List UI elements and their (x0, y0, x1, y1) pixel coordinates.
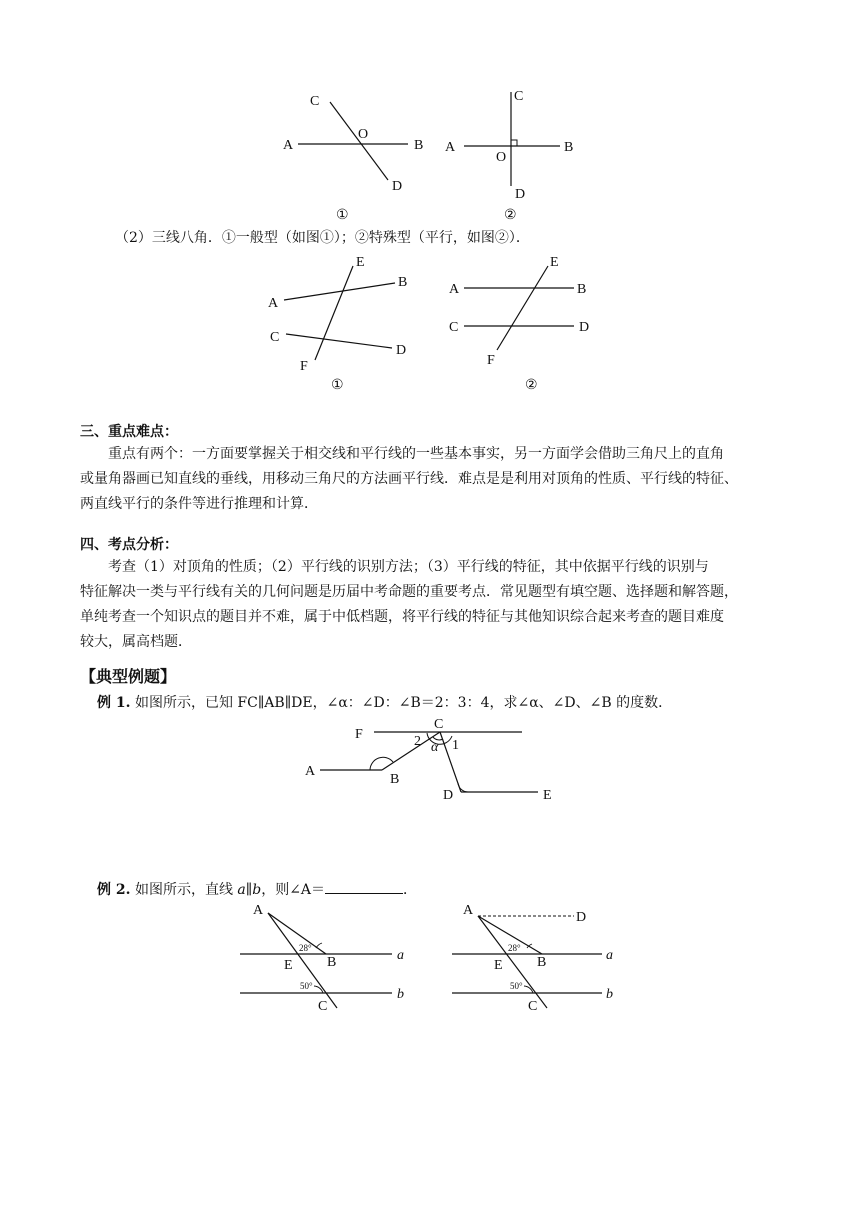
section4-body (80, 555, 800, 655)
example2-text-before: 如图所示，直线 (134, 882, 238, 898)
line-b: b (252, 882, 262, 898)
paragraph-line: 较大，属高档题． (80, 634, 192, 650)
label-E: E (550, 255, 559, 270)
label-alpha: α (431, 740, 439, 755)
label-A: A (268, 296, 279, 311)
figure-caption: ① (331, 378, 344, 393)
example1-statement (97, 692, 817, 712)
label-C: C (514, 89, 524, 104)
example2-statement (97, 879, 817, 899)
figure-parallel-transversal (440, 252, 610, 397)
label-B: B (414, 138, 424, 153)
label-D: D (576, 910, 587, 925)
label-C: C (318, 999, 328, 1014)
label-F: F (355, 727, 363, 742)
figure-caption: ② (504, 208, 517, 223)
label-O: O (496, 150, 507, 165)
figure-caption: ② (525, 378, 538, 393)
label-angle-1: 1 (452, 738, 459, 753)
figure-general-transversal (260, 252, 430, 397)
example1-figure (300, 712, 570, 807)
label-D: D (392, 179, 403, 194)
paragraph-line: 重点有两个：一方面要掌握关于相交线和平行线的一些基本事实，另一方面学会借助三角尺上的直角 (108, 446, 724, 462)
paragraph-line: 单纯考查一个知识点的题目并不难，属于中低档题，将平行线的特征与其他知识综合起来考查的题目难度 (80, 609, 724, 625)
label-A: A (449, 282, 460, 297)
label-F: F (487, 353, 495, 368)
label-E: E (494, 958, 503, 973)
label-D: D (515, 187, 526, 202)
label-angle-50: 50° (300, 981, 313, 991)
label-F: F (300, 359, 308, 374)
label-A: A (445, 140, 456, 155)
label-line-a: a (397, 948, 404, 963)
label-C: C (528, 999, 538, 1014)
label-E: E (356, 255, 365, 270)
label-A: A (463, 903, 474, 918)
label-line-a: a (606, 948, 613, 963)
label-line-b: b (397, 987, 404, 1002)
parallel-symbol: ∥ (245, 882, 253, 898)
paragraph-line: 考查（1）对顶角的性质；（2）平行线的识别方法；（3）平行线的特征，其中依据平行线的识别与 (108, 559, 709, 575)
label-B: B (327, 955, 337, 970)
label-C: C (310, 94, 320, 109)
section3-heading: 三、重点难点： (80, 424, 178, 440)
label-line-b: b (606, 987, 613, 1002)
label-angle-50: 50° (510, 981, 523, 991)
label-A: A (253, 903, 264, 918)
example2-figure-1 (230, 898, 420, 1016)
section4-heading: 四、考点分析： (80, 537, 178, 553)
label-angle-28: 28° (299, 943, 312, 953)
example2-text-after: ，则∠A＝ (261, 882, 326, 898)
paragraph-line: 或量角器画已知直线的垂线，用移动三角尺的方法画平行线．难点是是利用对顶角的性质、平行线的特征、 (80, 471, 738, 487)
example1-label: 例 1. (97, 695, 131, 711)
label-C: C (434, 717, 444, 732)
section3-body (80, 442, 800, 517)
label-A: A (305, 764, 316, 779)
label-B: B (390, 772, 400, 787)
label-D: D (443, 788, 454, 803)
section2-item2: （2）三线八角．①一般型（如图①）；②特殊型（平行，如图②）． (115, 230, 530, 246)
label-D: D (579, 320, 590, 335)
examples-heading: 【典型例题】 (80, 667, 177, 686)
figure-caption: ① (336, 208, 349, 223)
label-D: D (396, 343, 407, 358)
label-A: A (283, 138, 294, 153)
label-B: B (564, 140, 574, 155)
example1-text: 如图所示，已知 FC∥AB∥DE，∠α：∠D：∠B＝2：3：4，求∠α、∠D、∠B 的度数． (134, 695, 673, 711)
figure-intersecting-lines (270, 80, 450, 223)
paragraph-line: 两直线平行的条件等进行推理和计算． (80, 496, 318, 512)
label-C: C (449, 320, 459, 335)
example2-label: 例 2. (97, 882, 131, 898)
paragraph-line: 特征解决一类与平行线有关的几何问题是历届中考命题的重要考点．常见题型有填空题、选择题和解答题， (80, 584, 738, 600)
example2-end: ． (403, 882, 418, 898)
label-B: B (537, 955, 547, 970)
line-a: a (237, 882, 246, 898)
label-B: B (577, 282, 587, 297)
label-C: C (270, 330, 280, 345)
label-angle-2: 2 (414, 734, 421, 749)
label-B: B (398, 275, 408, 290)
label-O: O (358, 127, 369, 142)
example2-figure-2 (440, 898, 630, 1016)
answer-blank[interactable] (325, 881, 403, 894)
figure-perpendicular-lines (440, 80, 600, 223)
label-E: E (284, 958, 293, 973)
label-angle-28: 28° (508, 943, 521, 953)
label-E: E (543, 788, 552, 803)
